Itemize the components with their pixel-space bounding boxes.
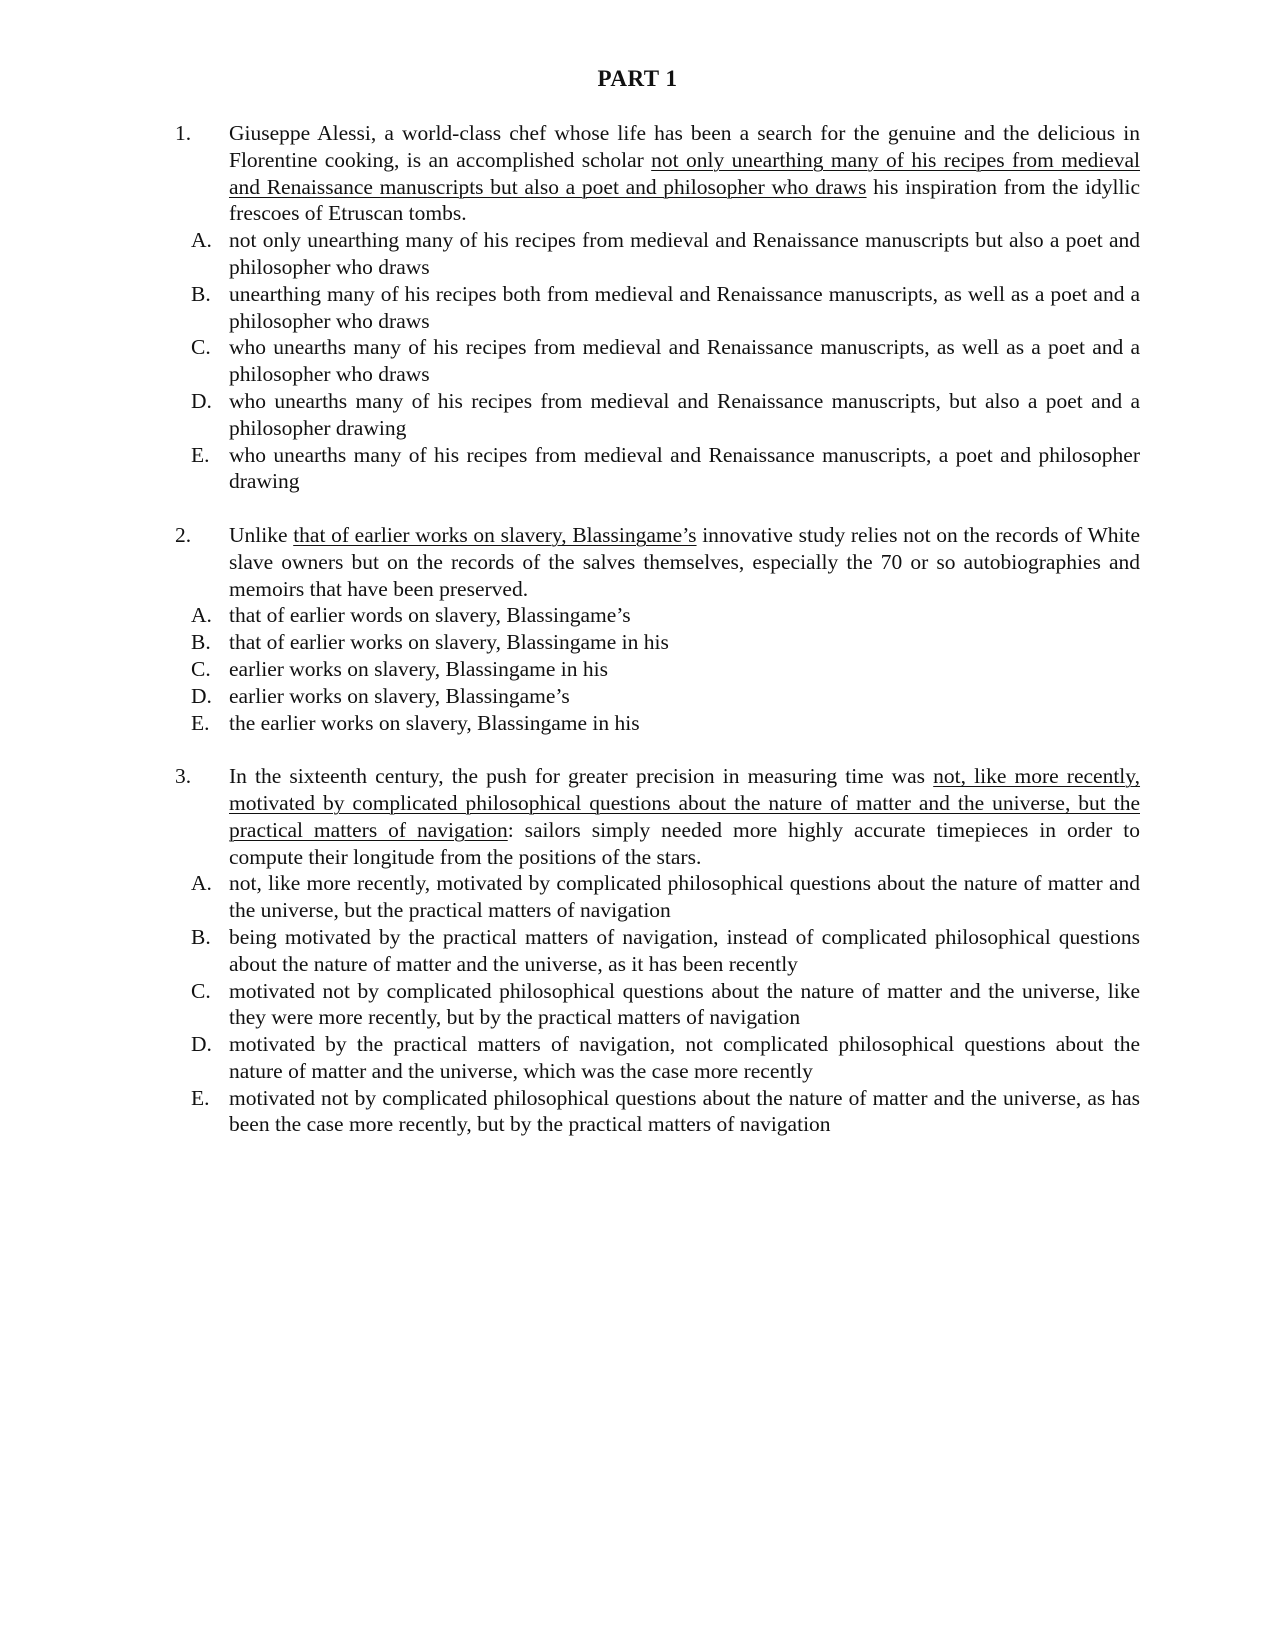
option-text: motivated not by complicated philosophical questions about the nature of matter and the universe, as has been the case more recently, but by the practical matters of navigation: [229, 1085, 1140, 1137]
option-letter: A.: [191, 228, 212, 253]
option-letter: C.: [191, 335, 211, 360]
option-text: not only unearthing many of his recipes from medieval and Renaissance manuscripts but also a poet and philosopher who draws: [229, 228, 1140, 279]
stem-text: Unlike: [229, 522, 294, 547]
stem-text: Giuseppe Alessi, a world-class chef whose life has been a search for the genuine and the delicious in Florentine cooking, is an accomplished scholar: [229, 121, 1140, 172]
option-text: being motivated by the practical matters of navigation, instead of complicated philosophical questions about the nature of matter and the universe, as it has been recently: [229, 924, 1140, 976]
answer-option-c[interactable]: [175, 978, 1140, 1032]
option-letter: E.: [191, 442, 210, 467]
option-letter: B.: [191, 281, 211, 306]
option-letter: D.: [191, 1032, 212, 1057]
option-letter: B.: [191, 924, 211, 949]
answer-option-b[interactable]: [175, 629, 1140, 656]
question-stem: [175, 763, 1140, 870]
underlined-passage: that of earlier works on slavery, Blassingame’s: [293, 522, 697, 547]
option-letter: C.: [191, 656, 211, 681]
question-stem: [175, 120, 1140, 227]
question-list: [175, 120, 1140, 1165]
option-text: motivated not by complicated philosophical questions about the nature of matter and the universe, like they were more recently, but by the practical matters of navigation: [229, 978, 1140, 1030]
option-letter: B.: [191, 630, 211, 655]
answer-option-d[interactable]: [175, 388, 1140, 442]
answer-option-e[interactable]: [175, 1085, 1140, 1139]
option-letter: C.: [191, 978, 211, 1003]
answer-option-a[interactable]: [175, 602, 1140, 629]
answer-option-c[interactable]: [175, 334, 1140, 388]
answer-option-a[interactable]: [175, 227, 1140, 281]
question-stem: [175, 522, 1140, 602]
answer-option-b[interactable]: [175, 281, 1140, 335]
answer-option-c[interactable]: [175, 656, 1140, 683]
option-text: that of earlier words on slavery, Blassingame’s: [229, 603, 631, 628]
question-number: 2.: [175, 522, 192, 547]
underlined-passage: not, like more recently, motivated by complicated philosophical questions about the nature of matter and the universe, but the practical matters of navigation: [229, 764, 1141, 842]
question-3: [175, 763, 1140, 1138]
answer-option-d[interactable]: [175, 1031, 1140, 1085]
question-number: 1.: [175, 121, 192, 145]
option-text: who unearths many of his recipes from medieval and Renaissance manuscripts, a poet and philosopher drawing: [229, 442, 1140, 494]
question-number: 3.: [175, 764, 192, 789]
stem-text: innovative study relies not on the records of White slave owners but on the records of the salves themselves, especially the 70 or so autobiographies and memoirs that have been preserved.: [229, 522, 1140, 601]
option-letter: D.: [191, 683, 212, 708]
answer-option-e[interactable]: [175, 442, 1140, 496]
option-text: the earlier works on slavery, Blassingame in his: [229, 710, 640, 735]
option-letter: E.: [191, 710, 210, 735]
option-text: not, like more recently, motivated by complicated philosophical questions about the nature of matter and the universe, but the practical matters of navigation: [229, 871, 1140, 923]
stem-text: In the sixteenth century, the push for greater precision in measuring time was: [229, 764, 934, 789]
stem-text: his inspiration from the idyllic frescoes of Etruscan tombs.: [229, 174, 1140, 226]
answer-option-b[interactable]: [175, 924, 1140, 978]
option-letter: E.: [191, 1085, 210, 1110]
stem-text: : sailors simply needed more highly accurate timepieces in order to compute their longitude from the positions of the stars.: [229, 817, 1140, 869]
option-letter: A.: [191, 603, 212, 628]
option-text: that of earlier works on slavery, Blassingame in his: [229, 630, 669, 655]
underlined-passage: not only unearthing many of his recipes from medieval and Renaissance manuscripts but also a poet and philosopher who draws: [229, 147, 1141, 199]
option-text: who unearths many of his recipes from medieval and Renaissance manuscripts, but also a poet and a philosopher drawing: [229, 388, 1140, 440]
option-text: earlier works on slavery, Blassingame’s: [229, 683, 570, 708]
option-text: unearthing many of his recipes both from medieval and Renaissance manuscripts, as well as a poet and a philosopher who draws: [229, 281, 1140, 333]
question-2: [175, 522, 1140, 736]
option-letter: A.: [191, 871, 212, 896]
question-1: [175, 120, 1140, 495]
answer-option-a[interactable]: [175, 870, 1140, 924]
answer-option-e[interactable]: [175, 710, 1140, 737]
option-letter: D.: [191, 388, 212, 413]
option-text: motivated by the practical matters of navigation, not complicated philosophical questions about the nature of matter and the universe, which was the case more recently: [229, 1032, 1140, 1083]
page-title: PART 1: [597, 66, 678, 91]
option-text: earlier works on slavery, Blassingame in his: [229, 656, 608, 681]
option-text: who unearths many of his recipes from medieval and Renaissance manuscripts, as well as a poet and a philosopher who draws: [229, 335, 1140, 387]
answer-option-d[interactable]: [175, 683, 1140, 710]
